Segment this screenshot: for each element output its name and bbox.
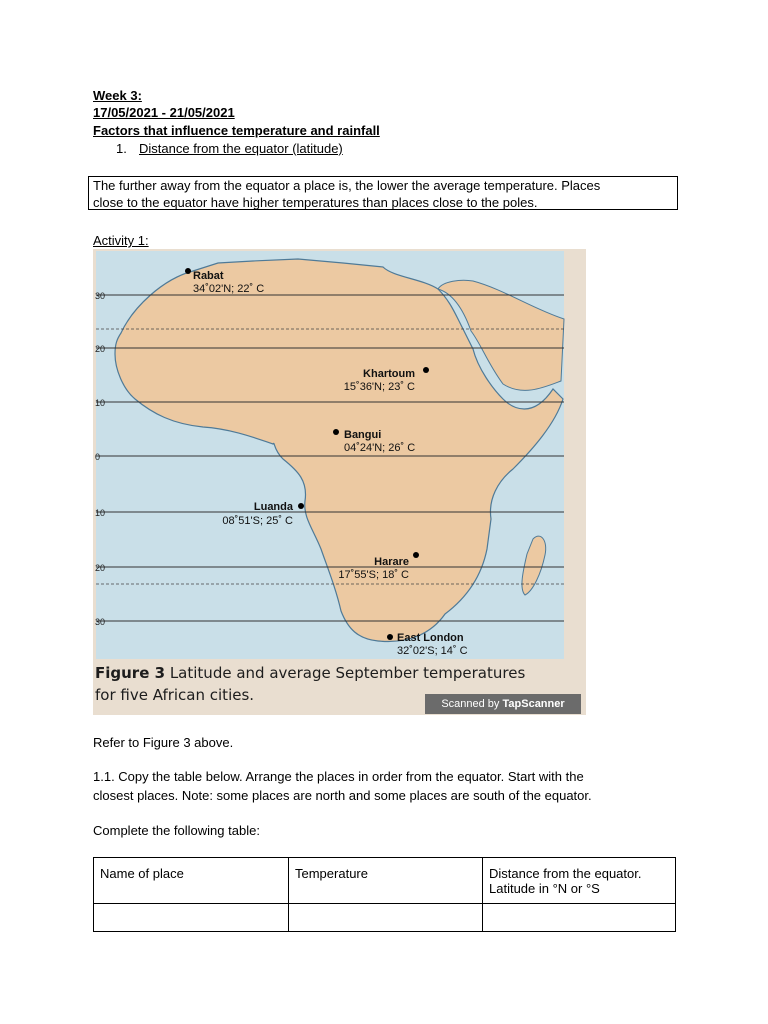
question-1-line-1: 1.1. Copy the table below. Arrange the places in order from the equator. Start with the (93, 769, 584, 784)
city-name: Harare (374, 556, 409, 568)
africa-map (93, 249, 586, 715)
header-temperature: Temperature (289, 858, 483, 904)
info-line-1: The further away from the equator a place is, the lower the average temperature. Places (93, 178, 601, 193)
city-name: Khartoum (363, 368, 415, 380)
city-dot (413, 552, 419, 558)
date-range: 17/05/2021 - 21/05/2021 (93, 105, 235, 120)
complete-instruction: Complete the following table: (93, 823, 260, 838)
city-info: 15˚36'N; 23˚ C (343, 381, 415, 393)
table-header-row (94, 858, 676, 904)
figure-caption-line-1 (95, 664, 525, 682)
figure-caption-line-2: for five African cities. (95, 686, 255, 704)
city-dot (333, 429, 339, 435)
list-item-latitude: Distance from the equator (latitude) (139, 141, 343, 156)
activity-label: Activity 1: (93, 233, 149, 248)
city-name: East London (397, 632, 464, 644)
city-name: Bangui (344, 429, 382, 441)
city-name: Luanda (253, 501, 293, 513)
section-title: Factors that influence temperature and rainfall (93, 123, 380, 138)
header-distance-line-2: Latitude in °N or °S (489, 881, 600, 896)
scanned-by-badge (425, 694, 581, 714)
city-dot (298, 503, 304, 509)
question-1-line-2: closest places. Note: some places are north and some places are south of the equator. (93, 788, 592, 803)
latitude-label: 20 (95, 563, 106, 573)
refer-text: Refer to Figure 3 above. (93, 735, 234, 750)
answer-table (93, 857, 676, 932)
city-info: 08˚51'S; 25˚ C (222, 515, 293, 527)
latitude-label: 0 (95, 452, 101, 462)
latitude-label: 30 (95, 291, 106, 301)
caption-text: Latitude and average September temperatures (169, 664, 526, 682)
table-row (94, 904, 676, 932)
scanned-prefix: Scanned by (441, 698, 500, 710)
city-dot (423, 367, 429, 373)
latitude-label: 20 (95, 344, 106, 354)
latitude-label: 10 (95, 398, 106, 408)
city-info: 32˚02'S; 14˚ C (397, 645, 468, 657)
header-distance-line-1: Distance from the equator. (489, 866, 642, 881)
list-number: 1. (116, 141, 127, 156)
info-box (88, 176, 678, 210)
city-info: 17˚55'S; 18˚ C (338, 569, 409, 581)
city-dot (387, 634, 393, 640)
info-line-2: close to the equator have higher temperatures than places close to the poles. (93, 195, 538, 210)
caption-figure-number: Figure 3 (95, 664, 166, 682)
city-name: Rabat (193, 270, 224, 282)
city-info: 34˚02'N; 22˚ C (193, 283, 265, 295)
city-dot (185, 268, 191, 274)
city-info: 04˚24'N; 26˚ C (344, 442, 416, 454)
figure-3-map (93, 249, 586, 715)
scanned-brand: TapScanner (502, 698, 565, 710)
cell-distance[interactable] (483, 904, 676, 932)
latitude-label: 30 (95, 617, 106, 627)
header-name-of-place: Name of place (94, 858, 289, 904)
header-distance (483, 858, 676, 904)
latitude-label: 10 (95, 508, 106, 518)
cell-temperature[interactable] (289, 904, 483, 932)
week-heading: Week 3: (93, 88, 142, 103)
cell-place[interactable] (94, 904, 289, 932)
